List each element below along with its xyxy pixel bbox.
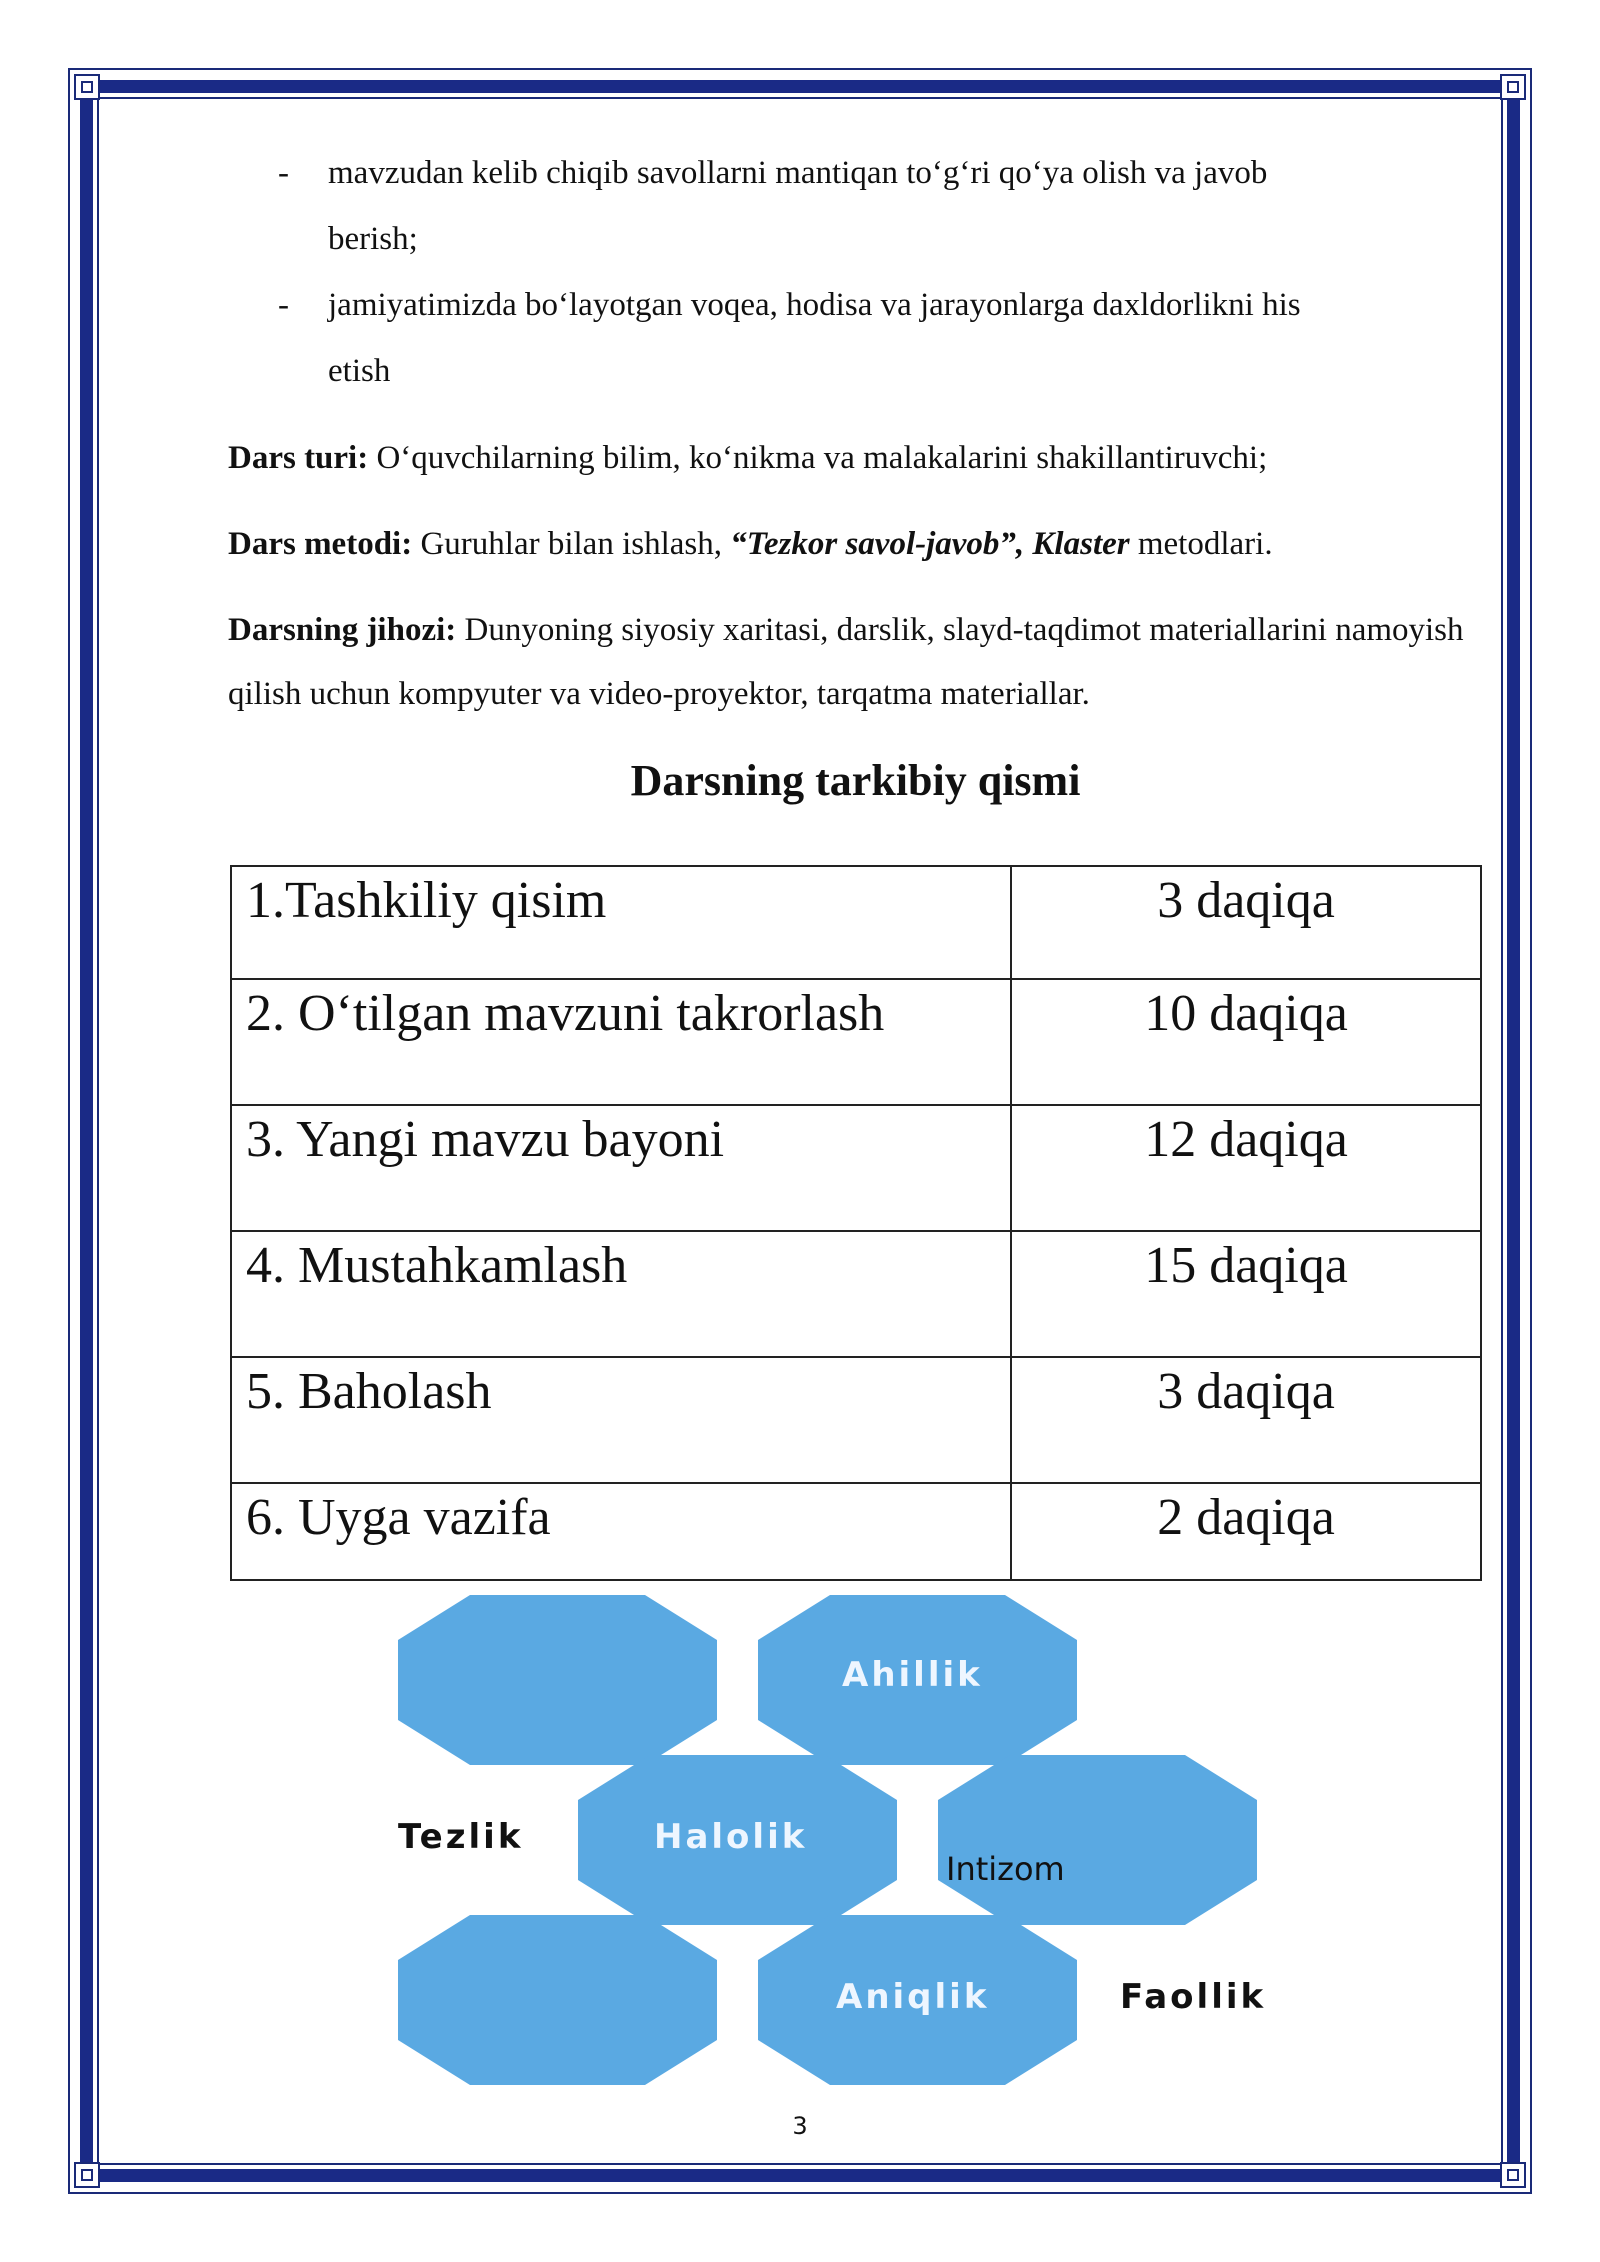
hexagon-label-intizom: Intizom <box>946 1850 1065 1888</box>
border-corner-ornament <box>1500 74 1526 100</box>
hexagon-shape <box>398 1915 717 2085</box>
hexagon-shape <box>398 1595 717 1765</box>
stage-cell: 3. Yangi mavzu bayoni <box>231 1105 1011 1231</box>
bullet-dash: - <box>278 155 289 191</box>
bullet-text: jamiyatimizda bo‘layotgan voqea, hodisa va jarayonlarga daxldorlikni his <box>328 287 1301 323</box>
dars-turi-paragraph <box>228 426 1483 490</box>
jihoz-paragraph <box>228 598 1483 726</box>
page-number: 3 <box>792 2112 808 2140</box>
stage-cell: 1.Tashkiliy qisim <box>231 866 1011 979</box>
bullet-dash: - <box>278 287 289 323</box>
dars-metodi-text: Guruhlar bilan ishlash, <box>412 526 731 562</box>
label-faollik: Faollik <box>1120 1977 1267 2017</box>
stage-cell: 6. Uyga vazifa <box>231 1483 1011 1580</box>
table-row <box>231 1357 1481 1483</box>
bullet-item <box>228 140 1483 272</box>
jihoz-label: Darsning jihozi: <box>228 612 457 648</box>
dars-turi-text: O‘quvchilarning bilim, ko‘nikma va malakalarini shakillantiruvchi; <box>368 440 1268 476</box>
section-title: Darsning tarkibiy qismi <box>630 756 1081 805</box>
border-corner-ornament <box>74 74 100 100</box>
dars-metodi-text-end: metodlari. <box>1129 526 1273 562</box>
bullet-item <box>228 272 1483 404</box>
hexagon-label-halolik: Halolik <box>654 1817 808 1857</box>
values-hexagon-diagram <box>380 1585 1300 2105</box>
duration-cell: 3 daqiqa <box>1011 1357 1481 1483</box>
table-row <box>231 1483 1481 1580</box>
bullet-text: mavzudan kelib chiqib savollarni mantiqan to‘g‘ri qo‘ya olish va javob <box>328 155 1268 191</box>
stage-cell: 2. O‘tilgan mavzuni takrorlash <box>231 979 1011 1105</box>
lesson-structure-table <box>230 865 1482 1581</box>
table-row <box>231 1105 1481 1231</box>
duration-cell: 3 daqiqa <box>1011 866 1481 979</box>
dars-metodi-paragraph <box>228 512 1483 576</box>
jihoz-text: Dunyoning siyosiy xaritasi, darslik, slayd-taqdimot materiallarini namoyish qilish uchun kompyuter va video-proyektor, tarqatma materiallar. <box>228 612 1464 712</box>
duration-cell: 12 daqiqa <box>1011 1105 1481 1231</box>
hexagon-shape <box>938 1755 1257 1925</box>
duration-cell: 2 daqiqa <box>1011 1483 1481 1580</box>
dars-turi-label: Dars turi: <box>228 440 369 476</box>
table-row <box>231 1231 1481 1357</box>
table-row <box>231 866 1481 979</box>
bullet-text-continuation: berish; <box>328 221 418 257</box>
border-corner-ornament <box>74 2162 100 2188</box>
border-corner-ornament <box>1500 2162 1526 2188</box>
document-body <box>228 140 1483 726</box>
stage-cell: 5. Baholash <box>231 1357 1011 1483</box>
bullet-text-continuation: etish <box>328 353 391 389</box>
duration-cell: 15 daqiqa <box>1011 1231 1481 1357</box>
dars-metodi-label: Dars metodi: <box>228 526 413 562</box>
hexagon-label-ahillik: Ahillik <box>842 1655 983 1695</box>
duration-cell: 10 daqiqa <box>1011 979 1481 1105</box>
label-tezlik: Tezlik <box>398 1817 524 1857</box>
hexagon-label-aniqlik: Aniqlik <box>836 1977 990 2017</box>
dars-metodi-methods: “Tezkor savol-javob”, Klaster <box>730 526 1130 562</box>
stage-cell: 4. Mustahkamlash <box>231 1231 1011 1357</box>
table-row <box>231 979 1481 1105</box>
